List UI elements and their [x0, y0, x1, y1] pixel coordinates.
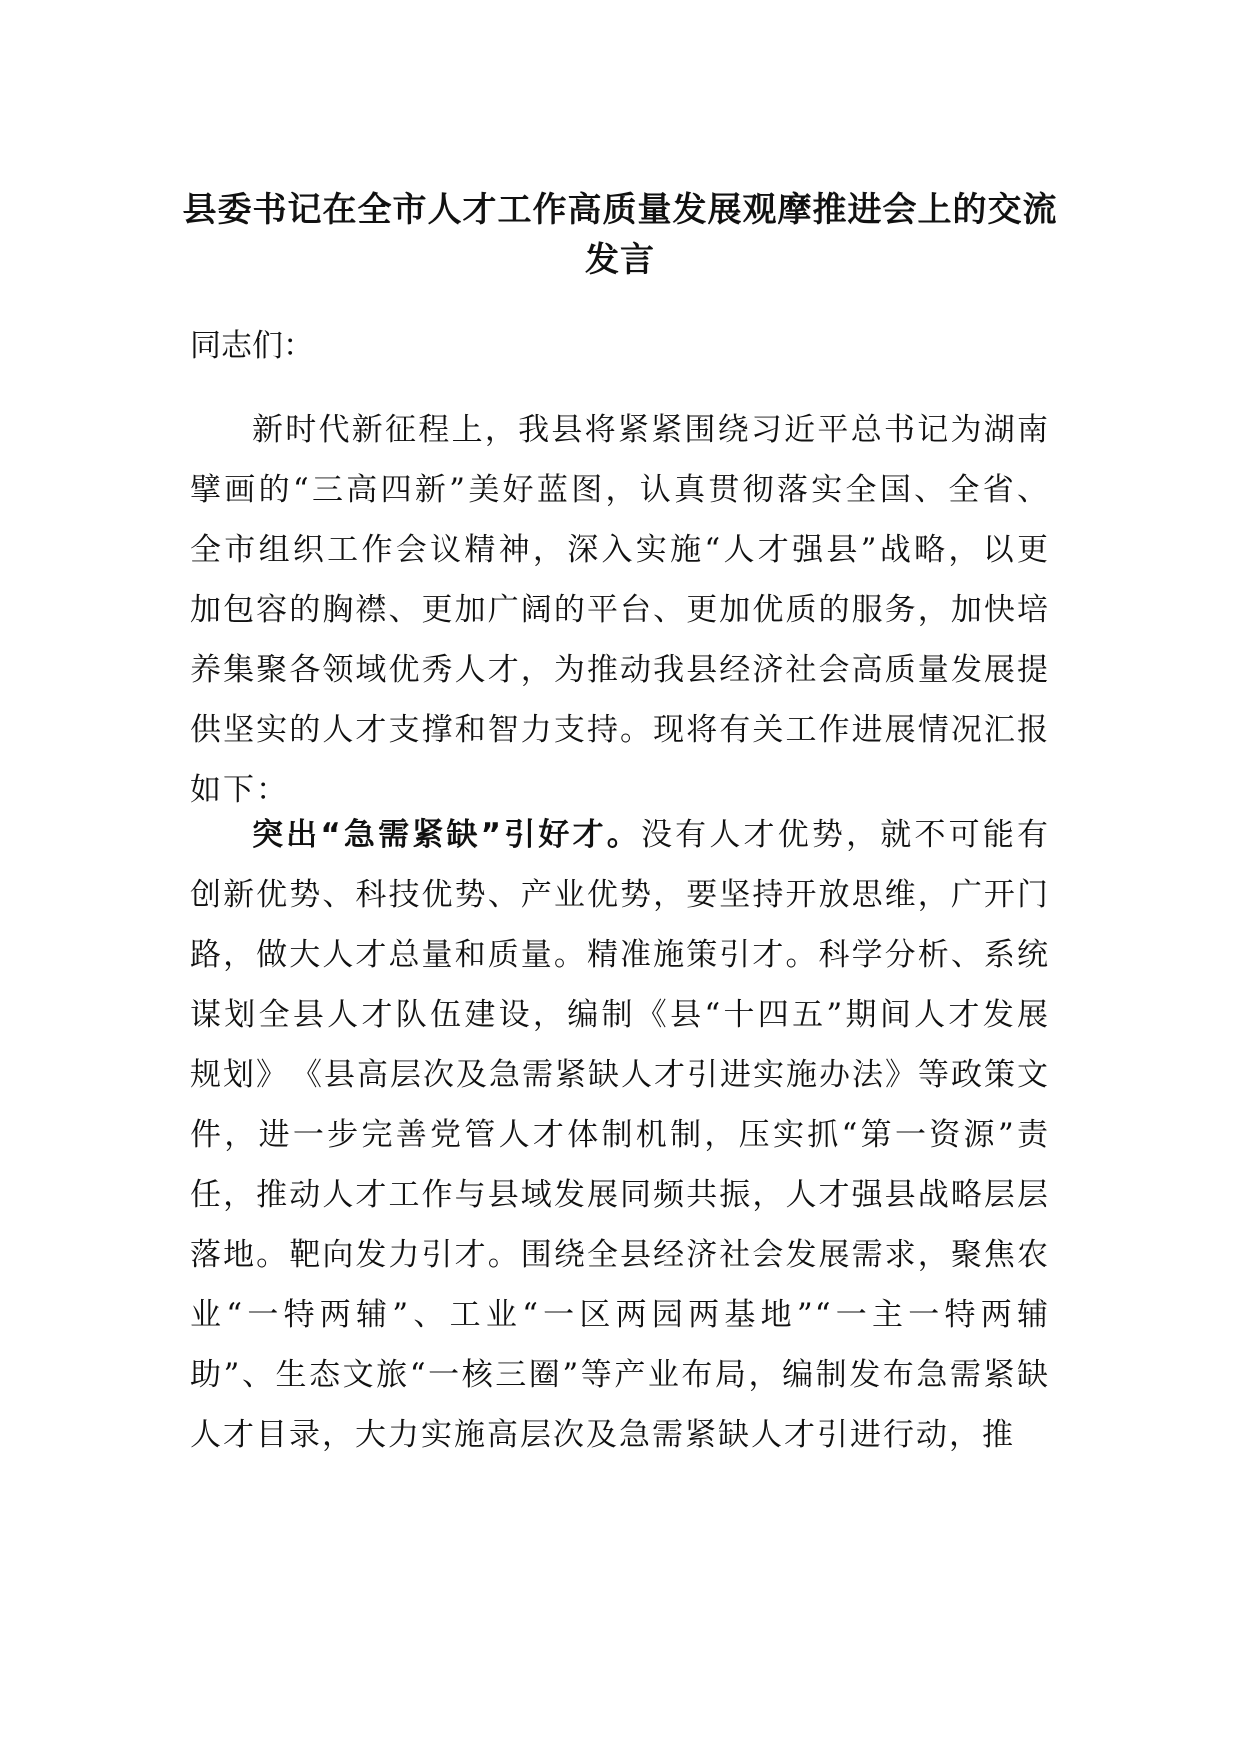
paragraph-lead-heading: 突出“急需紧缺”引好才。 [252, 817, 641, 853]
title-line-2: 发言 [585, 240, 655, 280]
document-title [150, 185, 1090, 285]
paragraph-text: 没有人才优势，就不可能有创新优势、科技优势、产业优势，要坚持开放思维，广开门路，做大人才总量和质量。精准施策引才。科学分析、系统谋划全县人才队伍建设，编制《县“十四五”期间人才发展规划》 《县高层次及急需紧缺人才引进实施办法》等政策文件，进一步完善党管人才体制机制，压实抓“第一资源”责任，推动人才工作与县域发展同频共振，人才强县战略层层落地。靶向发力引才。围绕全县经济社会发展需求，聚焦农业“一特两辅”、工业“一区两园两基地”“一主一特两辅助”、生态文旅“一核三圈”等产业布局，编制发布急需紧缺人才目录，大力实施高层次及急需紧缺人才引进行动，推 [190, 817, 1051, 1453]
body-paragraph [190, 400, 1050, 820]
paragraph-text: 新时代新征程上，我县将紧紧围绕习近平总书记为湖南擘画的“三高四新”美好蓝图，认真贯彻落实全国、全省、全市组织工作会议精神，深入实施“人才强县”战略，以更加包容的胸襟、更加广阔的平台、更加优质的服务，加快培养集聚各领域优秀人才，为推动我县经济社会高质量发展提供坚实的人才支撑和智力支持。现将有关工作进展情况汇报如下： [190, 412, 1050, 808]
salutation: 同志们： [190, 328, 314, 364]
title-line-1: 县委书记在全市人才工作高质量发展观摩推进会上的交流 [182, 190, 1058, 230]
body-paragraph [190, 805, 1050, 1465]
